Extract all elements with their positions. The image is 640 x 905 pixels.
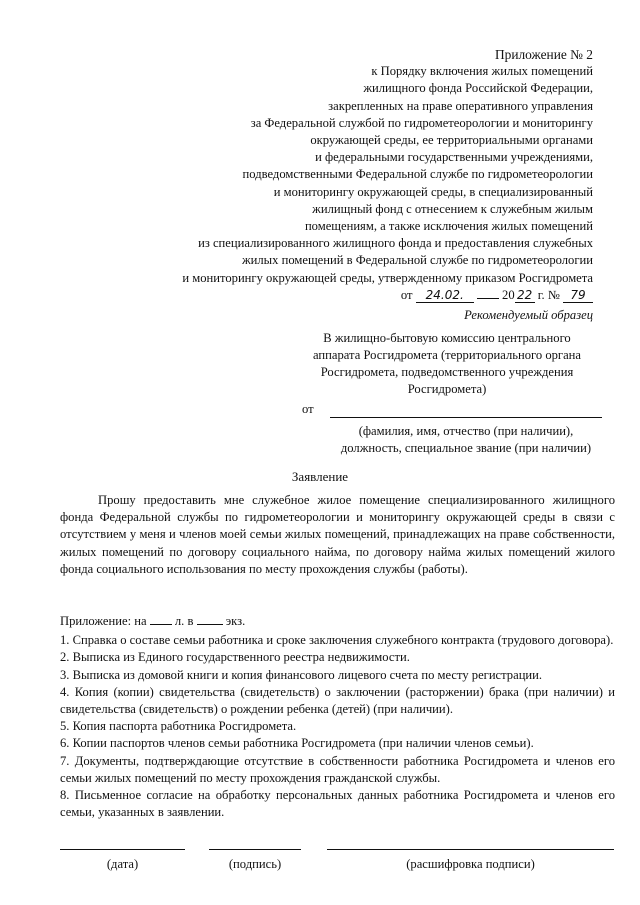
addressee-line: В жилищно-бытовую комиссию центрального bbox=[323, 331, 571, 345]
header-line: и мониторингу окружающей среды, в специализированный bbox=[273, 184, 593, 199]
attachment-item: 2. Выписка из Единого государственного реестра недвижимости. bbox=[60, 650, 410, 665]
order-date-line bbox=[73, 287, 593, 304]
sign-caption: (подпись) bbox=[228, 857, 282, 871]
header-line: к Порядку включения жилых помещений bbox=[371, 64, 593, 79]
attachments-mid: л. в bbox=[174, 614, 194, 628]
from-label: от bbox=[302, 402, 314, 416]
attachment-item: 3. Выписка из домовой книги и копия финансового лицевого счета по месту регистрации. bbox=[60, 667, 543, 682]
appendix-title: Приложение № 2 bbox=[494, 47, 593, 62]
attachments-block bbox=[60, 613, 615, 821]
date-caption: (дата) bbox=[106, 857, 139, 871]
header-line: и мониторингу окружающей среды, утвержденному приказом Росгидромета bbox=[182, 270, 593, 285]
header-line: и федеральными государственными учреждениями, bbox=[315, 150, 593, 165]
pages-blank bbox=[150, 613, 172, 625]
from-field-line bbox=[330, 417, 602, 418]
year-word: г. № bbox=[537, 287, 560, 302]
attachment-item: 1. Справка о составе семьи работника и сроке заключения служебного контракта (трудового договора). bbox=[60, 633, 614, 648]
from-hint bbox=[330, 423, 602, 457]
year-prefix: 20 bbox=[502, 287, 515, 302]
document-title: Заявление bbox=[291, 469, 349, 484]
header-line: подведомственными Федеральной службе по гидрометеорологии bbox=[242, 167, 593, 182]
addressee-block bbox=[301, 330, 593, 398]
date-signature-line bbox=[60, 849, 185, 850]
attachment-item: 6. Копии паспортов членов семьи работника Росгидромета (при наличии членов семьи). bbox=[60, 736, 534, 751]
attachment-item: 8. Письменное согласие на обработку персональных данных работника Росгидромета и членов его семьи, указанных в заявлении. bbox=[60, 788, 615, 820]
name-signature-line bbox=[327, 849, 614, 850]
date-prefix: от bbox=[400, 287, 413, 302]
header-line: жилищный фонд с отнесением к служебным жилым bbox=[312, 201, 593, 216]
header-line: из специализированного жилищного фонда и предоставления служебных bbox=[198, 236, 593, 251]
attachments-header bbox=[60, 613, 615, 630]
handwritten-date: 24.02. bbox=[416, 289, 474, 303]
attachment-item: 5. Копия паспорта работника Росгидромета. bbox=[60, 719, 297, 734]
attachments-suffix: экз. bbox=[225, 614, 246, 628]
name-caption: (расшифровка подписи) bbox=[406, 857, 535, 871]
from-hint-line: должность, специальное звание (при наличии) bbox=[340, 441, 592, 455]
addressee-line: аппарата Росгидромета (территориального органа bbox=[313, 348, 581, 362]
request-paragraph: Прошу предоставить мне служебное жилое помещение специализированного жилищного фонда Федеральной службы по гидрометеорологии и мониторингу окружающей среды в связи с отсутствием у меня и членов моей семьи жилых помещений, принадлежащих на праве собственности, жилых помещений по договору социального найма, по договору найма жилых помещений жилого фонда социального использования по месту прохождения службы (работы). bbox=[60, 493, 615, 576]
header-line: окружающей среды, ее территориальными органами bbox=[310, 133, 593, 148]
copies-blank bbox=[197, 613, 223, 625]
header-line: закрепленных на праве оперативного управления bbox=[328, 98, 593, 113]
addressee-line: Росгидромета, подведомственного учреждения bbox=[320, 365, 574, 379]
sign-signature-line bbox=[209, 849, 301, 850]
header-line: за Федеральной службой по гидрометеорологии и мониторингу bbox=[250, 115, 593, 130]
header-line: помещениям, а также исключения жилых помещений bbox=[304, 219, 593, 234]
addressee-line: Росгидромета) bbox=[407, 382, 487, 396]
handwritten-number: 79 bbox=[563, 289, 593, 303]
sample-label: Рекомендуемый образец bbox=[464, 308, 593, 322]
header-line: жилых помещений в Федеральной службе по гидрометеорологии bbox=[241, 253, 593, 268]
attachments-prefix: Приложение: на bbox=[60, 614, 147, 628]
handwritten-year: 22 bbox=[515, 289, 535, 303]
header-line: жилищного фонда Российской Федерации, bbox=[363, 81, 593, 96]
from-hint-line: (фамилия, имя, отчество (при наличии), bbox=[358, 424, 574, 438]
appendix-header bbox=[73, 46, 593, 304]
attachment-item: 7. Документы, подтверждающие отсутствие в собственности работника Росгидромета и членов его семьи жилых помещений по месту прохождения гражданской службы. bbox=[60, 753, 615, 785]
date-blank bbox=[477, 287, 499, 299]
attachment-item: 4. Копия (копии) свидетельства (свидетельств) о заключении (расторжении) брака (при наличии) и свидетельства (свидетельств) о рождении ребенка (детей) (при наличии). bbox=[60, 684, 615, 717]
